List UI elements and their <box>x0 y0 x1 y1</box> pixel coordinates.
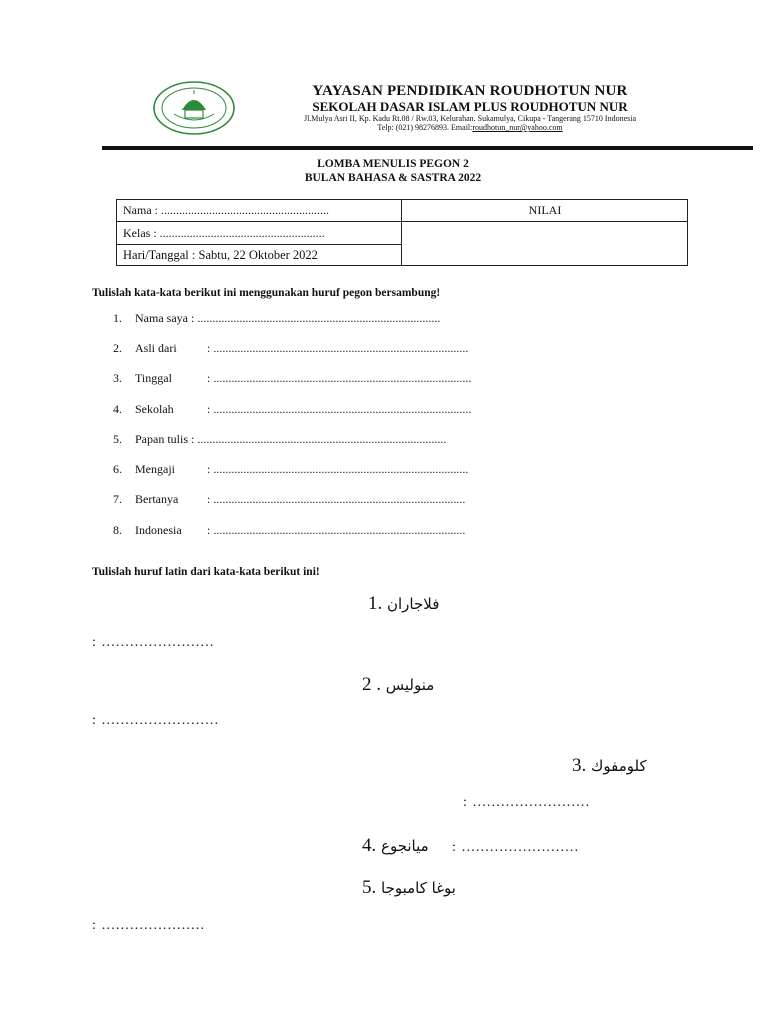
title-line-2: BULAN BAHASA & SASTRA 2022 <box>304 172 482 184</box>
arabic-word-5: 5. بوغا كامبوجا <box>362 877 456 898</box>
answer-line-2[interactable]: : ......................... <box>92 713 220 728</box>
list-item[interactable]: 2. Asli dari : ..................................................................................... <box>113 341 469 355</box>
contact <box>240 123 700 132</box>
instruction-2: Tulislah huruf latin dari kata-kata berikut ini! <box>92 566 320 578</box>
title-line-1: LOMBA MENULIS PEGON 2 <box>317 158 469 170</box>
school-name: SEKOLAH DASAR ISLAM PLUS ROUDHOTUN NUR <box>312 99 628 114</box>
list-item[interactable]: 7. Bertanya : .................................................................................... <box>113 492 466 506</box>
date-field: Hari/Tanggal : Sabtu, 22 Oktober 2022 <box>123 248 318 262</box>
list-item[interactable]: 3. Tinggal : ...................................................................................... <box>113 371 472 385</box>
list-item[interactable]: 4. Sekolah : ...................................................................................... <box>113 402 472 416</box>
list-item[interactable]: 8. Indonesia : .................................................................................... <box>113 523 466 537</box>
org-name: YAYASAN PENDIDIKAN ROUDHOTUN NUR <box>312 83 628 99</box>
school-logo <box>152 80 236 136</box>
table-divider <box>401 221 688 222</box>
list-item[interactable]: 5. Papan tulis : ................................................................................... <box>113 432 447 446</box>
kelas-field[interactable]: Kelas : ....................................................... <box>123 226 325 240</box>
arabic-word-3: 3. كلومفوك <box>572 755 647 776</box>
arabic-word-1: 1. فلاجاران <box>368 593 440 614</box>
header-divider <box>102 146 753 150</box>
nilai-header: NILAI <box>528 203 562 217</box>
email-link[interactable]: roudhotun_nur@yahoo.com <box>472 123 563 132</box>
answer-line-5[interactable]: : ...................... <box>92 918 206 933</box>
answer-line-4[interactable]: : ......................... <box>452 840 580 855</box>
arabic-word-2: 2 . منوليس <box>362 674 435 695</box>
answer-line-3[interactable]: : ......................... <box>463 795 591 810</box>
list-item[interactable]: 1. Nama saya : ................................................................................. <box>113 311 441 325</box>
table-divider <box>116 221 402 222</box>
arabic-word-4: 4. ميانجوع <box>362 835 429 856</box>
address: Jl.Mulya Asri II, Kp. Kadu Rt.08 / Rw.03, Kelurahan. Sukamulya, Cikupa - Tangerang 15710 Indonesia <box>303 114 637 123</box>
answer-line-1[interactable]: : ........................ <box>92 635 215 650</box>
phone-email-label: Telp: (021) 98276893. Email: <box>377 123 473 132</box>
list-item[interactable]: 6. Mengaji : ..................................................................................... <box>113 462 469 476</box>
table-divider <box>116 244 402 245</box>
instruction-1: Tulislah kata-kata berikut ini menggunakan huruf pegon bersambung! <box>92 287 441 299</box>
nama-field[interactable]: Nama : ........................................................ <box>123 203 329 217</box>
